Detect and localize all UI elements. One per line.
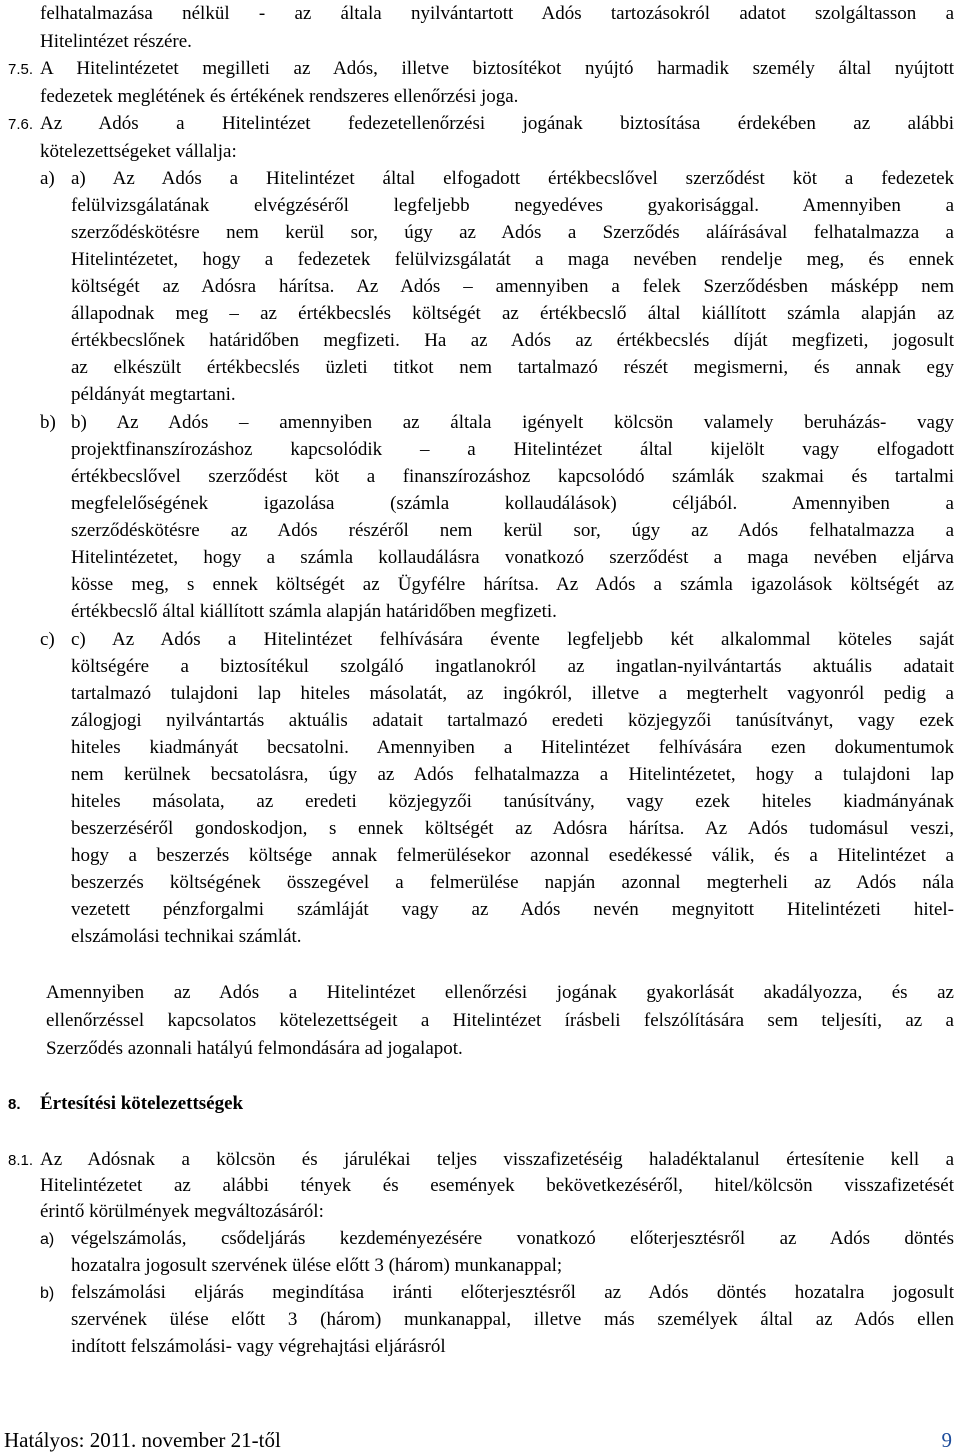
section-8-1-line: érintő körülmények megváltozásáról:: [40, 1201, 324, 1222]
item-c-line: zálogjogi nyilvántartás aktuális adatait tartalmazó eredeti közjegyzői tanúsítványt, vagy ezek: [71, 710, 954, 731]
item-b-line: értékbecslő által kiállított számla alapján határidőben megfizeti.: [71, 601, 557, 622]
item-b-line: projektfinanszírozáshoz kapcsolódik – a Hitelintézet által kijelölt vagy elfogadott: [71, 439, 954, 460]
section-7-6-line-2: kötelezettségeket vállalja:: [40, 141, 237, 162]
item-a-marker: a): [40, 168, 55, 189]
item-b-line: kösse meg, s ennek költségét az Ügyfélre hárítsa. Az Adós a számla igazolások költségét az: [71, 574, 954, 595]
item-c-line: vezetett pénzforgalmi számláját vagy az Adós nevén megnyitott Hitelintézeti hitel-: [71, 899, 954, 920]
item-c-line: hogy a beszerzés költsége annak felmerülésekor azonnal esedékessé válik, és a Hitelintézet a: [71, 845, 954, 866]
section-8-1-line: Hitelintézetet az alábbi tények és események bekövetkezéséről, hitel/kölcsön visszafizetését: [40, 1175, 954, 1196]
section-8-1-number: 8.1.: [8, 1152, 34, 1169]
section-7-5-line-1: A Hitelintézetet megilleti az Adós, illetve biztosítékot nyújtó harmadik személy által nyújtott: [40, 58, 954, 79]
item-a-line: állapodnak meg – az értékbecslés költségét az értékbecslő által kiállított számla alapján az: [71, 303, 954, 324]
item-c-line: beszerzéséről gondoskodjon, s ennek költségét az Adósra hárítsa. Az Adós tudomásul veszi,: [71, 818, 954, 839]
section-7-5-line-2: fedezetek meglétének és értékének rendszeres ellenőrzési joga.: [40, 86, 519, 107]
item-c-line: beszerzés költségének összegével a felmerülése napján azonnal megterheli az Adós nála: [71, 872, 954, 893]
item-c-line: tartalmazó tulajdoni lap hiteles másolatát, az ingókról, illetve a megterhelt vagyonról pedig a: [71, 683, 954, 704]
item-8-1-a-marker: a): [40, 1231, 55, 1248]
item-c-line: költségére a biztosítékul szolgáló ingatlanokról az ingatlan-nyilvántartás aktuális adatait: [71, 656, 954, 677]
intro-line-1: felhatalmazása nélkül - az általa nyilvántartott Adós tartozásokról adatot szolgáltasson a: [40, 3, 954, 24]
item-a-line: felülvizsgálatának elvégzéséről legfeljebb negyedéves gyakorisággal. Amennyiben a: [71, 195, 954, 216]
section-8-title: Értesítési kötelezettségek: [40, 1093, 244, 1114]
item-c-line: elszámolási technikai számlát.: [71, 926, 302, 947]
item-8-1-b-line: felszámolási eljárás megindítása iránti előterjesztésről az Adós döntés hozatalra jogosult: [71, 1282, 954, 1303]
section-7-6-line-1: Az Adós a Hitelintézet fedezetellenőrzési jogának biztosítása érdekében az alábbi: [40, 113, 954, 134]
item-b-marker: b): [40, 412, 56, 433]
item-b-line: Hitelintézetet, hogy a számla kollaudálásra vonatkozó szerződést a maga nevében eljárva: [71, 547, 954, 568]
item-8-1-b-line: indított felszámolási- vagy végrehajtási eljárásról: [71, 1336, 446, 1357]
section-8-1-line: Az Adósnak a kölcsön és járulékai teljes visszafizetéséig haladéktalanul értesítenie kell a: [40, 1149, 954, 1170]
item-a-line: példányát megtartani.: [71, 384, 236, 405]
item-b-line: megfelelőségének igazolása (számla kollaudálások) céljából. Amennyiben a: [71, 493, 954, 514]
item-a-line: a) Az Adós a Hitelintézet által elfogadott értékbecslővel szerződést köt a fedezetek: [71, 168, 954, 189]
item-8-1-a-line: végelszámolás, csődeljárás kezdeményezésére vonatkozó előterjesztésről az Adós döntés: [71, 1228, 954, 1249]
item-b-line: b) Az Adós – amennyiben az általa igényelt kölcsön valamely beruházás- vagy: [71, 412, 954, 433]
item-8-1-b-marker: b): [40, 1285, 55, 1302]
intro-line-2: Hitelintézet részére.: [40, 31, 192, 52]
closing-line: Szerződés azonnali hatályú felmondására ad jogalapot.: [46, 1038, 463, 1059]
item-b-line: értékbecslővel szerződést köt a finanszírozáshoz kapcsolódó számlák szakmai és tartalmi: [71, 466, 954, 487]
section-7-6-number: 7.6.: [8, 116, 34, 133]
closing-line: Amennyiben az Adós a Hitelintézet ellenőrzési jogának gyakorlását akadályozza, és az: [46, 982, 954, 1003]
item-c-line: nem kerülnek becsatolásra, úgy az Adós felhatalmazza a Hitelintézetet, hogy a tulajdoni lap: [71, 764, 954, 785]
item-c-marker: c): [40, 629, 55, 650]
item-8-1-a-line: hozatalra jogosult szervének ülése előtt 3 (három) munkanappal;: [71, 1255, 563, 1276]
item-a-line: az elkészült értékbecslés üzleti titkot nem tartalmazó részét megismerni, és annak egy: [71, 357, 954, 378]
item-c-line: c) Az Adós a Hitelintézet felhívására évente legfeljebb két alkalommal köteles saját: [71, 629, 954, 650]
section-7-5-number: 7.5.: [8, 61, 34, 78]
footer-page-number: 9: [941, 1428, 952, 1452]
item-a-line: értékbecslőnek határidőben megfizeti. Ha az Adós az értékbecslés díját megfizeti, jogosult: [71, 330, 954, 351]
item-b-line: szerződéskötésre az Adós részéről nem kerül sor, úgy az Adós felhatalmazza a: [71, 520, 954, 541]
item-8-1-b-line: szervének ülése előtt 3 (három) munkanappal, illetve más személyek által az Adós ellen: [71, 1309, 954, 1330]
closing-line: ellenőrzéssel kapcsolatos kötelezettségeit a Hitelintézet írásbeli felszólítására sem teljesíti, az a: [46, 1010, 954, 1031]
item-a-line: költségét az Adósra hárítsa. Az Adós – amennyiben a felek Szerződésben másképp nem: [71, 276, 954, 297]
footer-effective-date: Hatályos: 2011. november 21-től: [4, 1428, 281, 1452]
item-a-line: szerződéskötésre nem kerül sor, úgy az Adós a Szerződés aláírásával felhatalmazza a: [71, 222, 954, 243]
section-8-number: 8.: [8, 1096, 21, 1113]
item-c-line: hiteles másolata, az eredeti közjegyzői tanúsítvány, vagy ezek hiteles kiadmányának: [71, 791, 954, 812]
item-c-line: hiteles kiadmányát becsatolni. Amennyiben a Hitelintézet felhívására ezen dokumentumok: [71, 737, 954, 758]
item-a-line: Hitelintézetet, hogy a fedezetek felülvizsgálatát a maga nevében rendelje meg, és ennek: [71, 249, 954, 270]
